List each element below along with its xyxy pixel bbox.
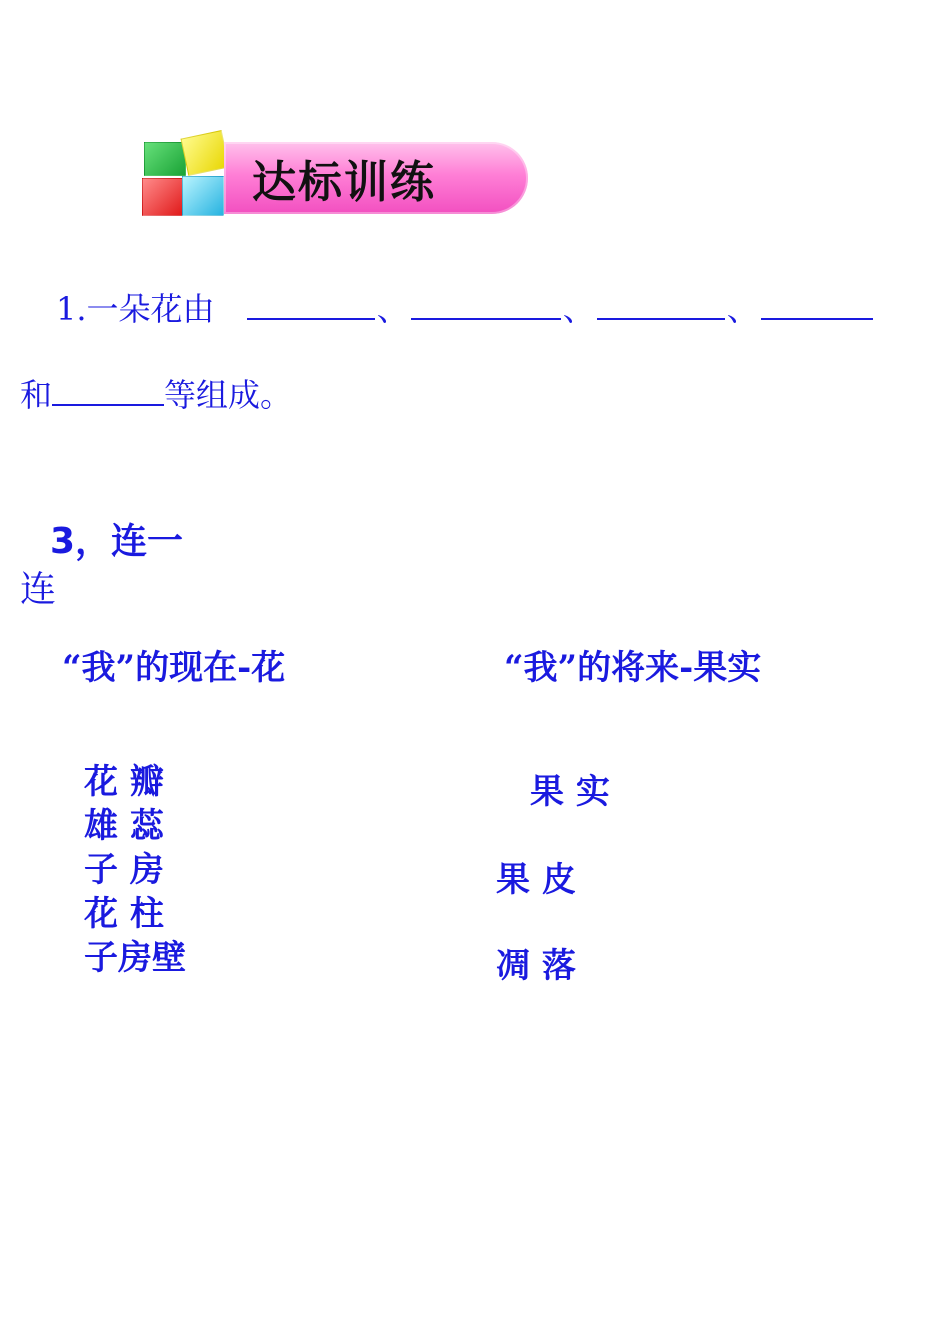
section-banner: [140, 120, 532, 220]
right-item-pericarp[interactable]: 果 皮: [496, 860, 576, 900]
banner-title: 达标训练: [252, 157, 436, 208]
left-column-heading: “我”的现在-花: [62, 648, 286, 688]
question-3-title: 3，连一: [50, 521, 184, 562]
cyan-cube-icon: [182, 176, 224, 216]
answer-blank-2[interactable]: [411, 288, 561, 320]
green-cube-icon: [144, 142, 186, 176]
left-item-petal[interactable]: 花 瓣: [84, 762, 164, 802]
right-column-heading: “我”的将来-果实: [504, 648, 762, 688]
left-item-stamen[interactable]: 雄 蕊: [84, 806, 164, 846]
separator: 、: [562, 290, 595, 328]
answer-blank-1[interactable]: [247, 288, 375, 320]
yellow-cube-icon: [181, 130, 230, 176]
question-1-line-2: [20, 374, 292, 415]
right-item-fruit[interactable]: 果 实: [530, 772, 610, 812]
right-item-wither[interactable]: 凋 落: [496, 946, 576, 986]
question-1-suffix: 等组成。: [164, 376, 293, 414]
answer-blank-4[interactable]: [761, 288, 873, 320]
red-cube-icon: [142, 178, 184, 216]
question-1-prefix: 1.一朵花由: [56, 290, 215, 328]
left-item-style[interactable]: 花 柱: [84, 894, 164, 934]
left-item-ovary[interactable]: 子 房: [84, 850, 164, 890]
answer-blank-5[interactable]: [52, 374, 164, 406]
separator: 、: [726, 290, 759, 328]
question-1-line-1: [56, 288, 873, 329]
separator: 、: [376, 290, 409, 328]
answer-blank-3[interactable]: [597, 288, 725, 320]
question-1-and: 和: [20, 376, 53, 414]
question-3-overflow-text: 连: [20, 569, 57, 610]
left-item-ovary-wall[interactable]: 子房壁: [84, 938, 186, 978]
